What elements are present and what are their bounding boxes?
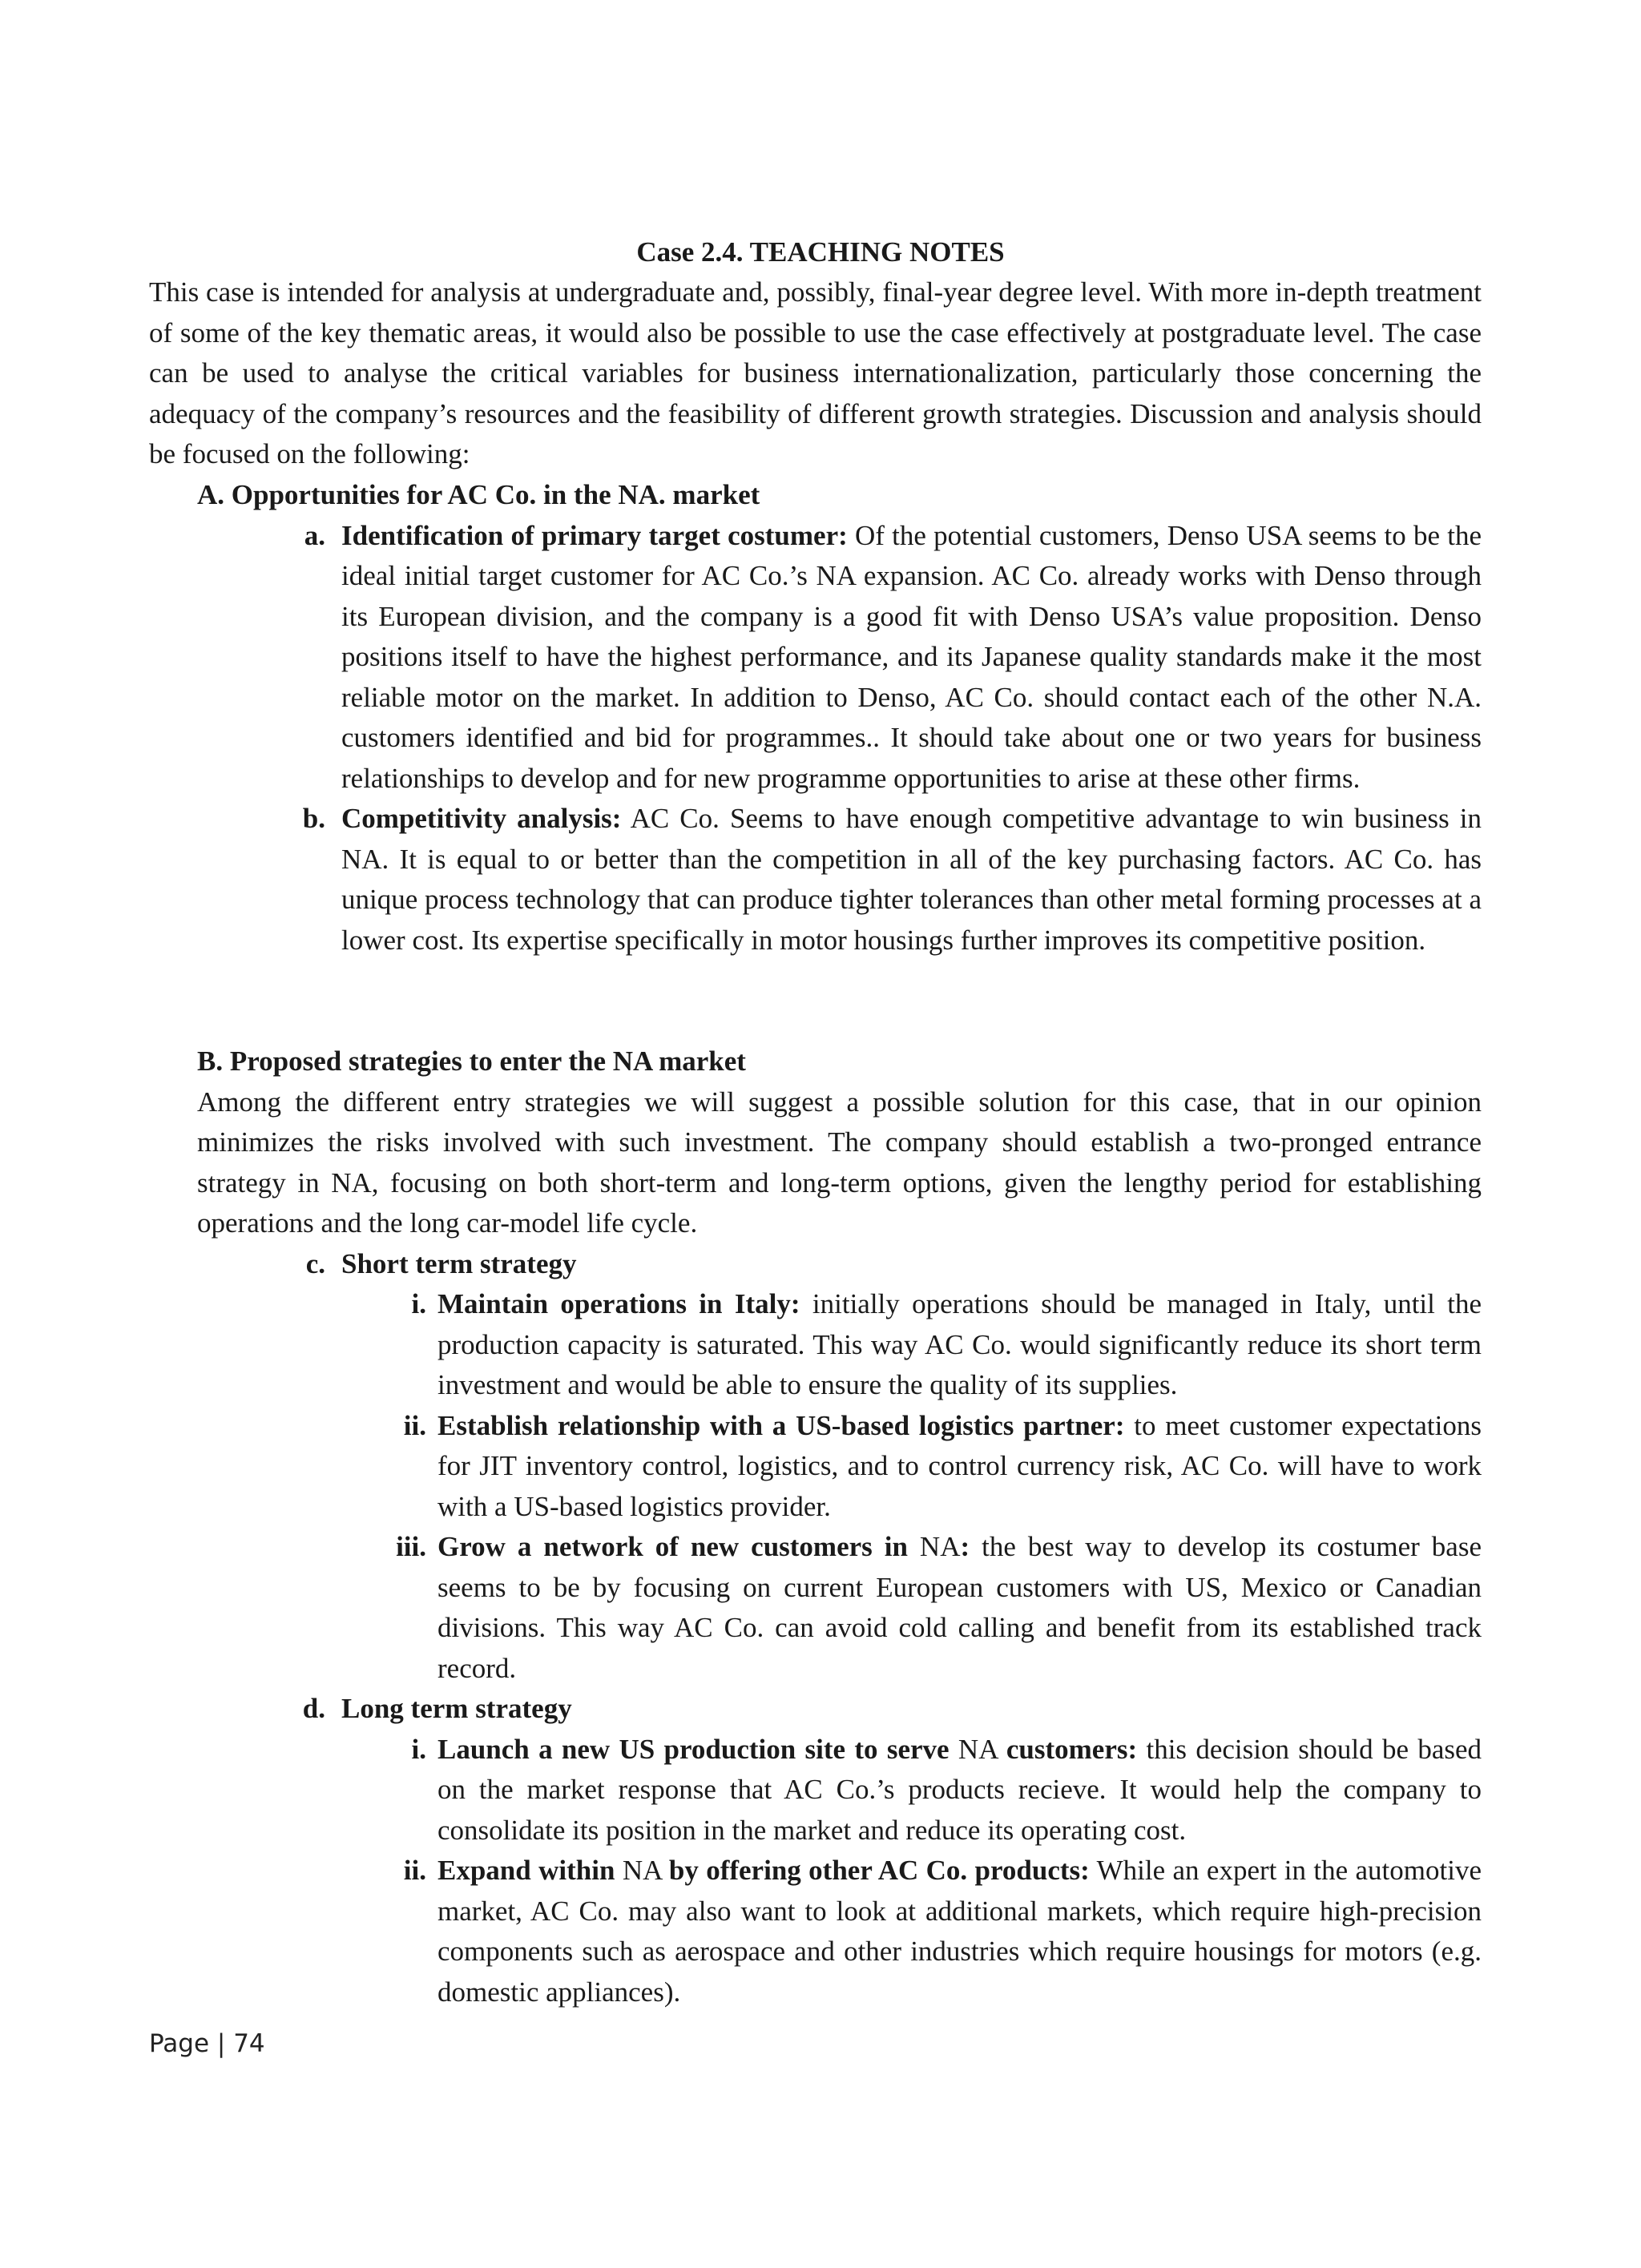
list-item-text bbox=[341, 516, 1482, 800]
item-label: Expand within bbox=[437, 1855, 615, 1886]
list-marker: a. bbox=[304, 519, 325, 551]
item-body: While an expert in the automotive market, AC Co. may also want to look at additional markets, which require high-precision components such as aerospace and other industries which require housings for motors (e.g. domestic appliances). bbox=[437, 1855, 1482, 2008]
list-item-text bbox=[437, 1730, 1482, 1851]
list-marker: ii. bbox=[403, 1855, 426, 1886]
item-label: Identification of primary target costumer: bbox=[341, 519, 848, 551]
list-item-d-ii bbox=[403, 1851, 1482, 2012]
item-body: to meet customer expectations for JIT inventory control, logistics, and to control currency risk, AC Co. will have to work with a US-based logistics provider. bbox=[437, 1409, 1482, 1522]
list-item-b bbox=[302, 799, 1482, 961]
item-label-colon: : bbox=[960, 1531, 970, 1562]
list-item-c-iii bbox=[396, 1527, 1482, 1689]
item-label: Establish relationship with a US-based logistics partner: bbox=[437, 1409, 1125, 1441]
list-item-c-i bbox=[411, 1284, 1482, 1406]
list-marker: b. bbox=[302, 803, 325, 834]
item-label: Maintain operations in Italy: bbox=[437, 1288, 800, 1319]
section-a bbox=[197, 475, 1482, 961]
item-label: Competitivity analysis: bbox=[341, 803, 622, 834]
page-number-footer: Page | 74 bbox=[149, 2029, 265, 2058]
list-marker: c. bbox=[305, 1247, 325, 1279]
item-label-tail: by offering other AC Co. products: bbox=[668, 1855, 1090, 1886]
list-item-text bbox=[437, 1527, 1482, 1689]
item-label-tail: customers: bbox=[1006, 1733, 1138, 1765]
item-label-plain: NA bbox=[907, 1531, 961, 1562]
list-item-d-i bbox=[411, 1730, 1482, 1851]
item-body: Of the potential customers, Denso USA seems to be the ideal initial target customer for AC Co.’s NA expansion. AC Co. already works with Denso through its European division, and the company is a good fit with Denso USA’s value proposition. Denso positions itself to have the highest performance, and its Japanese quality standards make it the most reliable motor on the market. In addition to Denso, AC Co. should contact each of the other N.A. customers identified and bid for programmes.. It should take about one or two years for business relationships to develop and for new programme opportunities to arise at these other firms. bbox=[341, 519, 1482, 794]
subsection-heading: Long term strategy bbox=[341, 1693, 572, 1724]
intro-paragraph: This case is intended for analysis at undergraduate and, possibly, final-year degree level. With more in-depth treatment of some of the key thematic areas, it would also be possible to use the case effectively at postgraduate level. The case can be used to analyse the critical variables for business internationalization, particularly those concerning the adequacy of the company’s resources and the feasibility of different growth strategies. Discussion and analysis should be focused on the following: bbox=[149, 276, 1482, 469]
item-label-plain: NA bbox=[615, 1855, 669, 1886]
section-b-heading: B. Proposed strategies to enter the NA market bbox=[197, 1045, 746, 1077]
document-title: Case 2.4. TEACHING NOTES bbox=[636, 236, 1005, 268]
list-marker: d. bbox=[302, 1693, 325, 1724]
subsection-c-heading bbox=[305, 1244, 1482, 1285]
item-label-plain: NA bbox=[949, 1733, 1006, 1765]
item-body: this decision should be based on the market response that AC Co.’s products recieve. It would help the company to consolidate its position in the market and reduce its operating cost. bbox=[437, 1733, 1482, 1846]
list-marker: i. bbox=[411, 1733, 426, 1765]
list-marker: i. bbox=[411, 1288, 426, 1319]
item-body: the best way to develop its costumer base seems to be by focusing on current European customers with US, Mexico or Canadian divisions. This way AC Co. can avoid cold calling and benefit from its established track record. bbox=[437, 1531, 1482, 1684]
section-b-intro: Among the different entry strategies we will suggest a possible solution for this case, that in our opinion minimizes the risks involved with such investment. The company should establish a two-pronged entrance strategy in NA, focusing on both short-term and long-term options, given the lengthy period for establishing operations and the long car-model life cycle. bbox=[197, 1086, 1482, 1239]
item-label: Grow a network of new customers in bbox=[437, 1531, 908, 1562]
subsection-heading: Short term strategy bbox=[341, 1247, 577, 1279]
list-item-text bbox=[341, 799, 1482, 961]
item-label: Launch a new US production site to serve bbox=[437, 1733, 950, 1765]
list-item-text bbox=[437, 1406, 1482, 1528]
list-item-c-ii bbox=[403, 1406, 1482, 1528]
list-item-text bbox=[437, 1851, 1482, 2012]
subsection-d-heading bbox=[302, 1689, 1482, 1730]
section-b bbox=[197, 1041, 1482, 2012]
list-marker: iii. bbox=[396, 1531, 426, 1562]
item-body: AC Co. Seems to have enough competitive advantage to win business in NA. It is equal to or better than the competition in all of the key purchasing factors. AC Co. has unique process technology that can produce tighter tolerances than other metal forming processes at a lower cost. Its expertise specifically in motor housings further improves its competitive position. bbox=[341, 803, 1482, 956]
list-item-a bbox=[304, 516, 1482, 800]
list-item-text bbox=[437, 1284, 1482, 1406]
item-body: initially operations should be managed in Italy, until the production capacity is saturated. This way AC Co. would significantly reduce its short term investment and would be able to ensure the quality of its supplies. bbox=[437, 1288, 1482, 1400]
list-marker: ii. bbox=[403, 1409, 426, 1441]
section-a-heading: A. Opportunities for AC Co. in the NA. market bbox=[197, 479, 760, 510]
